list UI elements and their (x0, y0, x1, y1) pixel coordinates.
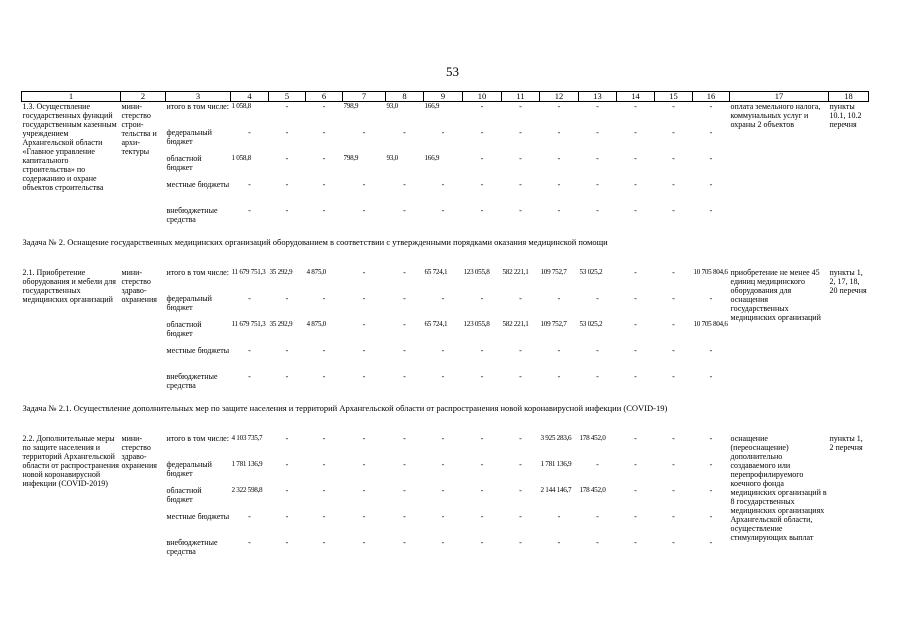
amount-cell: - (285, 180, 289, 189)
amount-cell: 10 705 804,6 (693, 320, 728, 328)
amount-cell: - (285, 538, 289, 547)
amount-cell: 4 103 735,7 (231, 434, 263, 442)
amount-cell: 1 781 136,9 (540, 460, 572, 468)
amount-cell: - (322, 154, 326, 163)
amount-cell: - (634, 294, 637, 303)
amount-cell: - (403, 128, 406, 137)
table-row (22, 102, 869, 129)
amount-cell: - (519, 206, 522, 215)
funding-source: федеральный бюджет (166, 460, 212, 478)
amount-cell: - (672, 460, 675, 469)
amount-cell: - (403, 268, 406, 277)
list-points: пункты 10.1, 10.2 перечня (829, 102, 862, 129)
table-body (22, 102, 869, 565)
amount-cell: 93,0 (386, 102, 398, 110)
amount-cell: 123 055,8 (463, 320, 490, 328)
amount-cell: - (519, 128, 522, 137)
amount-cell: 53 025,2 (579, 320, 603, 328)
program-table (21, 91, 869, 564)
funding-source: итого в том числе: (166, 102, 229, 111)
task-heading: Задача № 2. Оснащение государственных медицинских организаций оборудованием в соответствии с утвержденными порядками оказания медицинской помощи (22, 237, 608, 247)
amount-cell: - (709, 102, 713, 111)
amount-cell: - (480, 180, 484, 189)
list-points: пункты 1, 2, 17, 18, 20 перечня (829, 268, 867, 295)
column-number: 2 (121, 92, 166, 102)
funding-source: итого в том числе: (166, 434, 229, 443)
amount-cell: 11 679 751,3 (231, 320, 266, 328)
amount-cell: - (480, 512, 484, 521)
amount-cell: - (362, 460, 366, 469)
amount-cell: - (672, 486, 675, 495)
amount-cell: 123 055,8 (463, 268, 490, 276)
amount-cell: - (709, 128, 713, 137)
amount-cell: - (519, 102, 522, 111)
amount-cell: 1 058,8 (231, 154, 251, 162)
amount-cell: - (248, 512, 251, 521)
column-number: 1 (22, 92, 121, 102)
expected-result: оснащение (переоснащение) дополнительно создаваемого или перепрофилируемого коечного фонда медицинских организаций в 8 государственных медицинских организациях Архангельской области, осуществление стимулирующих выплат (730, 434, 827, 542)
amount-cell: - (672, 320, 675, 329)
amount-cell: - (322, 512, 326, 521)
amount-cell: - (634, 180, 637, 189)
amount-cell: - (441, 180, 445, 189)
amount-cell: - (248, 372, 251, 381)
amount-cell: - (480, 128, 484, 137)
amount-cell: - (596, 372, 599, 381)
amount-cell: - (362, 434, 366, 443)
amount-cell: - (709, 206, 713, 215)
amount-cell: - (557, 154, 561, 163)
amount-cell: - (403, 180, 406, 189)
column-number: 12 (540, 92, 579, 102)
amount-cell: - (362, 320, 366, 329)
amount-cell: 798,9 (343, 154, 359, 162)
column-number: 16 (693, 92, 730, 102)
amount-cell: - (634, 512, 637, 521)
amount-cell: - (248, 294, 251, 303)
amount-cell: 10 705 804,6 (693, 268, 728, 276)
amount-cell: - (596, 128, 599, 137)
amount-cell: - (362, 486, 366, 495)
amount-cell: - (709, 512, 713, 521)
funding-source: внебюджетные средства (166, 206, 218, 224)
amount-cell: - (362, 128, 366, 137)
amount-cell: - (672, 128, 675, 137)
amount-cell: 178 452,0 (579, 434, 606, 442)
amount-cell: 582 221,1 (502, 268, 529, 276)
amount-cell: - (285, 154, 289, 163)
amount-cell: - (322, 538, 326, 547)
amount-cell: 4 875,0 (306, 268, 326, 276)
column-number: 17 (730, 92, 829, 102)
amount-cell: 3 925 283,6 (540, 434, 572, 442)
amount-cell: - (519, 512, 522, 521)
amount-cell: - (285, 434, 289, 443)
amount-cell: - (709, 486, 713, 495)
amount-cell: - (596, 460, 599, 469)
amount-cell: - (480, 154, 484, 163)
column-number: 5 (269, 92, 306, 102)
amount-cell: - (672, 206, 675, 215)
amount-cell: - (519, 486, 522, 495)
amount-cell: - (596, 180, 599, 189)
amount-cell: - (596, 154, 599, 163)
spacer-row (22, 424, 869, 434)
amount-cell: - (441, 460, 445, 469)
amount-cell: - (480, 538, 484, 547)
column-number: 15 (655, 92, 693, 102)
amount-cell: - (634, 434, 637, 443)
amount-cell: 2 322 598,8 (231, 486, 263, 494)
amount-cell: - (285, 372, 289, 381)
amount-cell: - (441, 206, 445, 215)
amount-cell: - (672, 102, 675, 111)
amount-cell: - (322, 434, 326, 443)
amount-cell: - (672, 372, 675, 381)
amount-cell: - (403, 538, 406, 547)
amount-cell: - (248, 538, 251, 547)
executor: мини-стерство строи-тельства и архи-тектуры (121, 102, 157, 156)
amount-cell: - (709, 154, 713, 163)
column-number: 8 (386, 92, 424, 102)
amount-cell: - (519, 180, 522, 189)
amount-cell: - (634, 128, 637, 137)
amount-cell: 178 452,0 (579, 486, 606, 494)
list-points: пункты 1, 2 перечня (829, 434, 863, 452)
amount-cell: - (322, 180, 326, 189)
funding-source: федеральный бюджет (166, 294, 212, 312)
amount-cell: - (634, 268, 637, 277)
amount-cell: - (557, 128, 561, 137)
amount-cell: - (709, 434, 713, 443)
amount-cell: - (285, 128, 289, 137)
task-heading-row (22, 398, 869, 424)
amount-cell: - (596, 206, 599, 215)
amount-cell: - (322, 346, 326, 355)
column-number-header (22, 92, 869, 102)
spacer-row (22, 258, 869, 268)
expected-result: приобретение не менее 45 единиц медицинского оборудования для оснащения государственных медицинских организаций (730, 268, 821, 322)
funding-source: областной бюджет (166, 486, 202, 504)
amount-cell: - (480, 434, 484, 443)
amount-cell: - (634, 460, 637, 469)
expected-result: оплата земельного налога, коммунальных услуг и охраны 2 объектов (730, 102, 821, 129)
column-number: 6 (306, 92, 343, 102)
amount-cell: - (285, 486, 289, 495)
column-number: 13 (579, 92, 617, 102)
amount-cell: - (362, 294, 366, 303)
column-number: 9 (424, 92, 463, 102)
amount-cell: 166,9 (424, 154, 440, 162)
amount-cell: - (596, 512, 599, 521)
amount-cell: - (285, 460, 289, 469)
amount-cell: - (709, 180, 713, 189)
amount-cell: - (441, 294, 445, 303)
amount-cell: - (709, 346, 713, 355)
amount-cell: - (672, 268, 675, 277)
amount-cell: - (362, 512, 366, 521)
amount-cell: - (519, 346, 522, 355)
amount-cell: - (709, 294, 713, 303)
amount-cell: - (557, 512, 561, 521)
amount-cell: - (248, 206, 251, 215)
amount-cell: - (672, 512, 675, 521)
amount-cell: - (403, 346, 406, 355)
amount-cell: - (322, 294, 326, 303)
funding-source: областной бюджет (166, 320, 202, 338)
amount-cell: 582 221,1 (502, 320, 529, 328)
amount-cell: - (480, 102, 484, 111)
table-row (22, 434, 869, 460)
column-number: 3 (166, 92, 231, 102)
funding-source: местные бюджеты (166, 512, 230, 521)
amount-cell: 166,9 (424, 102, 440, 110)
amount-cell: - (634, 154, 637, 163)
funding-source: местные бюджеты (166, 346, 230, 355)
amount-cell: - (322, 206, 326, 215)
amount-cell: - (519, 372, 522, 381)
amount-cell: - (519, 538, 522, 547)
amount-cell: - (596, 346, 599, 355)
amount-cell: - (672, 346, 675, 355)
amount-cell: - (362, 372, 366, 381)
amount-cell: - (480, 486, 484, 495)
amount-cell: - (285, 294, 289, 303)
amount-cell: - (362, 346, 366, 355)
amount-cell: - (519, 154, 522, 163)
amount-cell: - (709, 460, 713, 469)
amount-cell: - (362, 538, 366, 547)
column-number: 14 (617, 92, 655, 102)
amount-cell: - (248, 128, 251, 137)
amount-cell: - (362, 206, 366, 215)
funding-source: внебюджетные средства (166, 372, 218, 390)
amount-cell: 35 292,9 (269, 268, 293, 276)
amount-cell: - (248, 346, 251, 355)
amount-cell: - (403, 434, 406, 443)
amount-cell: - (248, 180, 251, 189)
amount-cell: - (441, 434, 445, 443)
amount-cell: - (672, 154, 675, 163)
amount-cell: - (285, 102, 289, 111)
amount-cell: 65 724,1 (424, 268, 448, 276)
amount-cell: - (557, 180, 561, 189)
amount-cell: - (634, 372, 637, 381)
task-heading: Задача № 2.1. Осуществление дополнительных мер по защите населения и территорий Архангельской области от распространения новой коронавирусной инфекции (COVID-19) (22, 403, 668, 413)
amount-cell: - (403, 486, 406, 495)
amount-cell: - (557, 206, 561, 215)
amount-cell: - (403, 206, 406, 215)
amount-cell: - (519, 460, 522, 469)
amount-cell: 2 144 146,7 (540, 486, 572, 494)
amount-cell: - (672, 434, 675, 443)
amount-cell: - (480, 372, 484, 381)
amount-cell: - (441, 128, 445, 137)
amount-cell: 35 292,9 (269, 320, 293, 328)
column-number: 7 (343, 92, 386, 102)
column-number: 18 (829, 92, 869, 102)
executor: мини-стерство здраво-охранения (121, 268, 157, 304)
amount-cell: 93,0 (386, 154, 398, 162)
amount-cell: - (596, 102, 599, 111)
amount-cell: - (441, 346, 445, 355)
funding-source: областной бюджет (166, 154, 202, 172)
amount-cell: 65 724,1 (424, 320, 448, 328)
amount-cell: - (441, 538, 445, 547)
amount-cell: - (322, 372, 326, 381)
amount-cell: - (285, 512, 289, 521)
executor: мини-стерство здраво-охранения (121, 434, 157, 470)
amount-cell: - (519, 294, 522, 303)
amount-cell: - (672, 294, 675, 303)
amount-cell: - (557, 372, 561, 381)
column-number: 4 (231, 92, 269, 102)
amount-cell: - (480, 294, 484, 303)
amount-cell: - (322, 460, 326, 469)
amount-cell: - (634, 206, 637, 215)
measure-name: 2.1. Приобретение оборудования и мебели для государственных медицинских организаций (22, 268, 116, 304)
amount-cell: 109 752,7 (540, 268, 567, 276)
amount-cell: 1 058,8 (231, 102, 251, 110)
amount-cell: - (285, 206, 289, 215)
column-number: 10 (463, 92, 502, 102)
amount-cell: - (480, 206, 484, 215)
measure-name: 2.2. Дополнительные меры по защите населения и территорий Архангельской области от распространения новой коронавирусной инфекции (COVID-2019) (22, 434, 119, 488)
amount-cell: - (362, 268, 366, 277)
amount-cell: - (634, 346, 637, 355)
amount-cell: 11 679 751,3 (231, 268, 266, 276)
amount-cell: 798,9 (343, 102, 359, 110)
funding-source: местные бюджеты (166, 180, 230, 189)
amount-cell: 53 025,2 (579, 268, 603, 276)
amount-cell: - (672, 180, 675, 189)
amount-cell: - (557, 294, 561, 303)
amount-cell: - (596, 294, 599, 303)
amount-cell: - (403, 460, 406, 469)
amount-cell: - (557, 346, 561, 355)
amount-cell: - (480, 460, 484, 469)
table-row (22, 268, 869, 294)
amount-cell: 109 752,7 (540, 320, 567, 328)
amount-cell: - (709, 538, 713, 547)
amount-cell: - (403, 294, 406, 303)
funding-source: итого в том числе: (166, 268, 229, 277)
amount-cell: - (441, 372, 445, 381)
amount-cell: - (441, 486, 445, 495)
amount-cell: - (557, 102, 561, 111)
measure-name: 1.3. Осуществление государственных функций государственным казенным учреждением Архангельской области «Главное управление капитального строительства» по содержанию и охране объектов строительства (22, 102, 117, 192)
amount-cell: - (519, 434, 522, 443)
amount-cell: - (709, 372, 713, 381)
funding-source: федеральный бюджет (166, 128, 212, 146)
amount-cell: - (634, 538, 637, 547)
amount-cell: - (322, 102, 326, 111)
amount-cell: - (672, 538, 675, 547)
amount-cell: - (480, 346, 484, 355)
amount-cell: - (322, 486, 326, 495)
page-number: 53 (446, 64, 459, 79)
amount-cell: - (403, 372, 406, 381)
amount-cell: - (362, 180, 366, 189)
amount-cell: 1 781 136,9 (231, 460, 263, 468)
amount-cell: - (634, 486, 637, 495)
amount-cell: - (285, 346, 289, 355)
task-heading-row (22, 232, 869, 258)
amount-cell: - (634, 320, 637, 329)
funding-source: внебюджетные средства (166, 538, 218, 556)
column-number: 11 (502, 92, 540, 102)
amount-cell: 4 875,0 (306, 320, 326, 328)
amount-cell: - (441, 512, 445, 521)
amount-cell: - (596, 538, 599, 547)
amount-cell: - (403, 512, 406, 521)
amount-cell: - (322, 128, 326, 137)
amount-cell: - (403, 320, 406, 329)
amount-cell: - (634, 102, 637, 111)
amount-cell: - (557, 538, 561, 547)
